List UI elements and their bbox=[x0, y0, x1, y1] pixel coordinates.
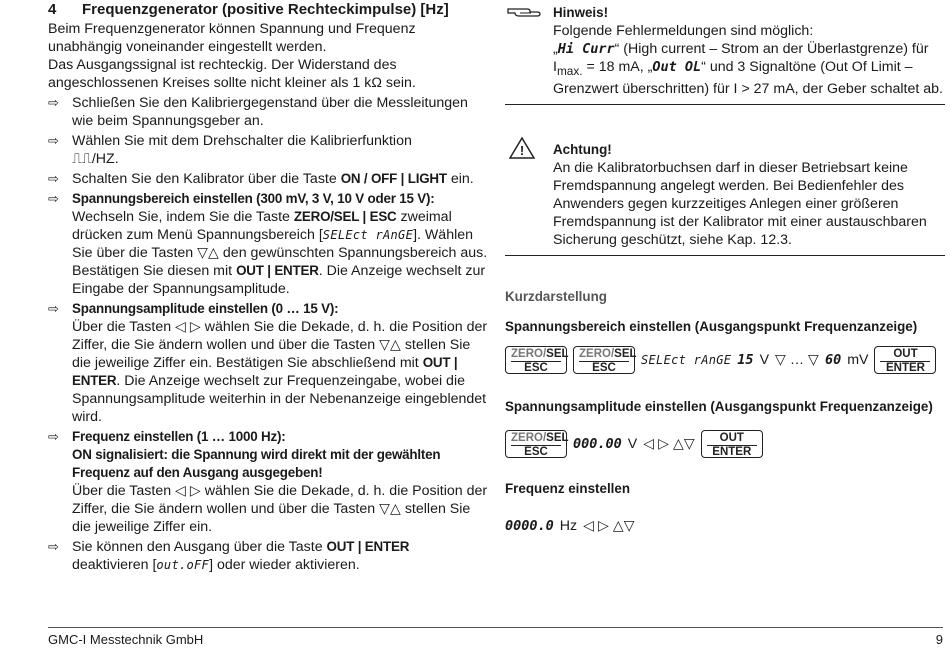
summary-heading: Kurzdarstellung bbox=[505, 288, 607, 304]
step-text: zweimal drücken zum Menü Spannungsbereich [ bbox=[72, 209, 452, 243]
step-voltage-range bbox=[48, 190, 488, 298]
subscript: max. bbox=[556, 63, 583, 78]
key-label: ZERO/SEL | ESC bbox=[293, 209, 397, 224]
step-warning: ON signalisiert: die Spannung wird direkt mit der gewählten Frequenz auf den Ausgang ausgegeben! bbox=[72, 447, 441, 480]
arrow-sequence: ◁ ▷ △▽ bbox=[643, 435, 695, 452]
warning-text: An die Kalibratorbuchsen darf in dieser Betriebsart keine Fremdspannung angelegt werden. Bei Bedienfehler des Anwenders gegen kurzzeitiges Anlegen einer größeren Fremdspannung ist der Kalibrator mit einer austauschbaren Sicherung geschützt, siehe Kap. 12.3. bbox=[553, 159, 927, 248]
intro-paragraph-2: Das Ausgangssignal ist rechteckig. Der Widerstand des angeschlossenen Kreises sollte nicht kleiner als 1 kΩ sein. bbox=[48, 57, 416, 91]
unit: mV bbox=[847, 351, 869, 368]
key-sel: SEL bbox=[546, 347, 569, 360]
footer-company: GMC-I Messtechnik GmbH bbox=[48, 632, 204, 647]
key-sel: SEL bbox=[614, 347, 637, 360]
display-text: Hi Curr bbox=[557, 41, 615, 57]
hint-title: Hinweis! bbox=[553, 5, 609, 20]
amplitude-sequence bbox=[505, 428, 945, 460]
arrow-icon: ⇨ bbox=[48, 133, 59, 148]
key-esc: ESC bbox=[592, 361, 616, 374]
display-text: out.oFF bbox=[156, 558, 210, 572]
display-text: SELEct rAnGE bbox=[641, 352, 732, 367]
step-text: deaktivieren [ bbox=[72, 557, 157, 573]
step-connect bbox=[48, 94, 488, 130]
unit: Hz bbox=[559, 517, 578, 534]
display-value: 000.00 bbox=[573, 435, 622, 452]
step-power-on bbox=[48, 170, 488, 188]
arrow-sequence: ▽ … ▽ bbox=[775, 351, 819, 368]
hint-text: “ und 3 Signaltöne (Out Of Limit – Grenzwert überschritten) für I > 27 mA, der Geber schaltet ab. bbox=[553, 59, 943, 97]
step-heading: Frequenz einstellen (1 … 1000 Hz): bbox=[72, 429, 286, 444]
hint-text: = 18 mA, „ bbox=[582, 59, 653, 75]
step-text: ein. bbox=[450, 171, 474, 187]
step-text: ]. Wählen Sie über die Tasten ▽△ den gewünschten Spannungsbereich aus. Bestätigen Sie diesen mit bbox=[72, 227, 488, 279]
hint-text: “ (High current – Strom an der Überlastgrenze) für I bbox=[553, 41, 929, 75]
key-out: OUT bbox=[880, 348, 930, 362]
key-enter: ENTER bbox=[712, 445, 752, 458]
display-text: Out OL bbox=[652, 59, 702, 75]
step-text: Schließen Sie den Kalibriergegenstand über die Messleitungen wie beim Spannungsgeber an. bbox=[72, 95, 468, 129]
key-zero: ZERO bbox=[511, 431, 543, 444]
key-label: OUT | ENTER bbox=[326, 539, 410, 554]
display-value: 0000.0 bbox=[505, 517, 554, 534]
arrow-icon: ⇨ bbox=[48, 171, 59, 186]
step-text: Sie können den Ausgang über die Taste bbox=[72, 539, 323, 555]
zero-sel-esc-key: ZERO/SEL ESC bbox=[573, 346, 635, 374]
hint-box bbox=[505, 0, 945, 105]
arrow-icon: ⇨ bbox=[48, 191, 59, 206]
display-text: SELEct rAnGE bbox=[322, 228, 414, 242]
step-text: Schalten Sie den Kalibrator über die Taste bbox=[72, 171, 337, 187]
step-heading: Spannungsamplitude einstellen (0 … 15 V): bbox=[72, 301, 339, 316]
unit: V bbox=[759, 351, 770, 368]
key-out: OUT bbox=[707, 432, 757, 446]
arrow-icon: ⇨ bbox=[48, 301, 59, 316]
warning-box bbox=[505, 135, 945, 256]
section-heading bbox=[48, 0, 488, 20]
step-text: Wählen Sie mit dem Drehschalter die Kalibrierfunktion bbox=[72, 133, 412, 149]
step-text: . Die Anzeige wechselt zur Frequenzeingabe, wobei die Spannungsamplitude weiterhin in der Nebenanzeige eingeblendet wird. bbox=[72, 373, 487, 425]
zero-sel-esc-key: ZERO/SEL ESC bbox=[505, 346, 567, 374]
step-voltage-amplitude bbox=[48, 300, 488, 426]
key-label: OUT | ENTER bbox=[236, 263, 319, 278]
range-sequence bbox=[505, 344, 945, 376]
pointing-hand-icon bbox=[507, 4, 541, 25]
out-enter-key bbox=[701, 430, 763, 458]
page-footer bbox=[48, 631, 943, 649]
intro-paragraph-1: Beim Frequenzgenerator können Spannung und Frequenz unabhängig voneinander eingestellt werden. bbox=[48, 21, 416, 55]
key-zero: ZERO bbox=[579, 347, 611, 360]
display-value: 15 bbox=[737, 351, 754, 368]
arrow-icon: ⇨ bbox=[48, 429, 59, 444]
page-number: 9 bbox=[935, 632, 943, 647]
key-esc: ESC bbox=[524, 361, 548, 374]
warning-title: Achtung! bbox=[553, 141, 612, 157]
key-sel: SEL bbox=[546, 431, 569, 444]
left-column bbox=[48, 0, 488, 574]
unit: V bbox=[627, 435, 638, 452]
display-value: 60 bbox=[824, 351, 842, 368]
key-label: OUT | ENTER bbox=[72, 355, 458, 388]
zero-sel-esc-key: ZERO/SEL ESC bbox=[505, 430, 567, 458]
step-output-toggle bbox=[48, 538, 488, 574]
step-text: . Die Anzeige wechselt zur Eingabe der Spannungsamplitude. bbox=[72, 263, 486, 297]
quote-mark: „ bbox=[553, 41, 558, 57]
section-title: Frequenzgenerator (positive Rechteckimpulse) [Hz] bbox=[82, 1, 449, 18]
step-select-function bbox=[48, 132, 488, 168]
arrow-sequence: ◁ ▷ △▽ bbox=[583, 517, 635, 534]
section-number: 4 bbox=[48, 1, 57, 18]
frequency-sequence bbox=[505, 510, 945, 542]
key-esc: ESC bbox=[524, 445, 548, 458]
key-zero: ZERO bbox=[511, 347, 543, 360]
hint-text: Folgende Fehlermeldungen sind möglich: bbox=[553, 23, 814, 39]
amplitude-block-title: Spannungsamplitude einstellen (Ausgangspunkt Frequenzanzeige) bbox=[505, 398, 933, 414]
step-text: ] oder wieder aktivieren. bbox=[209, 557, 360, 573]
range-block-title: Spannungsbereich einstellen (Ausgangspunkt Frequenzanzeige) bbox=[505, 318, 918, 334]
step-heading: Spannungsbereich einstellen (300 mV, 3 V, 10 V oder 15 V): bbox=[72, 191, 435, 206]
key-label: ON / OFF | LIGHT bbox=[340, 171, 447, 186]
footer-divider bbox=[48, 627, 943, 628]
hint-body bbox=[553, 22, 945, 98]
step-text: Über die Tasten ◁ ▷ wählen Sie die Dekade, d. h. die Position der Ziffer, die Sie ändern wollen und über die Tasten ▽△ stellen Sie die jeweilige Ziffer ein. bbox=[72, 483, 488, 535]
out-enter-key bbox=[874, 346, 936, 374]
right-column bbox=[505, 0, 945, 542]
arrow-icon: ⇨ bbox=[48, 95, 59, 110]
warning-icon bbox=[509, 137, 535, 164]
arrow-icon: ⇨ bbox=[48, 539, 59, 554]
key-enter: ENTER bbox=[885, 361, 925, 374]
frequency-block-title: Frequenz einstellen bbox=[505, 480, 631, 496]
svg-text:!: ! bbox=[519, 142, 525, 158]
step-text: Über die Tasten ◁ ▷ wählen Sie die Dekade, d. h. die Position der Ziffer, die Sie ändern wollen und über die Tasten ▽△ stellen Sie die jeweilige Ziffer ein. Bestätigen Sie abschließend mit bbox=[72, 319, 488, 371]
step-text: Wechseln Sie, indem Sie die Taste bbox=[72, 209, 290, 225]
pulse-function-label: ⎍⎍/HZ. bbox=[72, 151, 119, 167]
step-frequency bbox=[48, 428, 488, 536]
